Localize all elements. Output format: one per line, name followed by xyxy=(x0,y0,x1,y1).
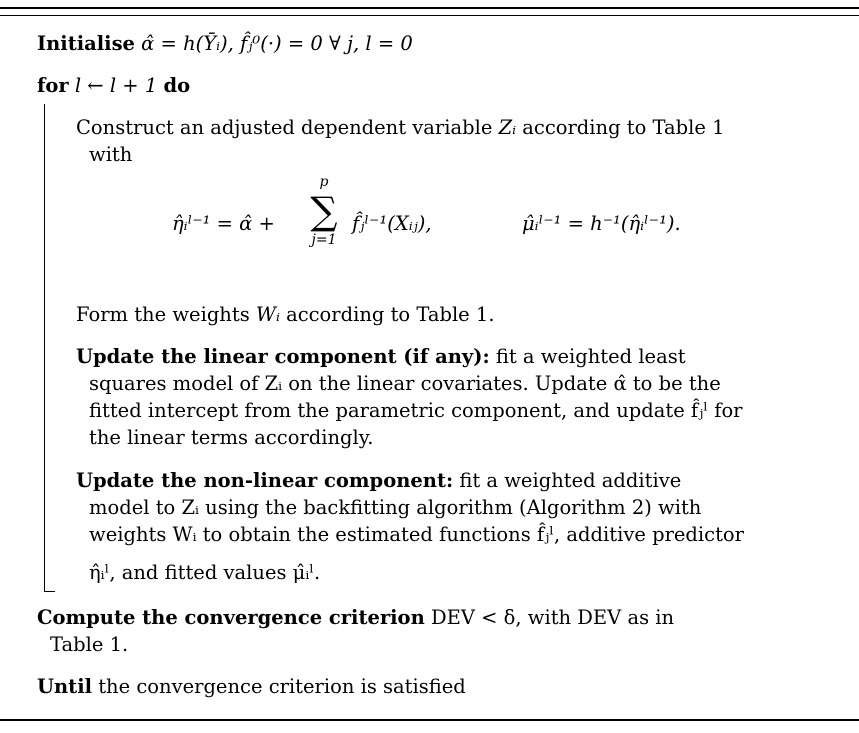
eq-lhs2: μ̂ᵢˡ⁻¹ = h⁻¹(η̂ᵢˡ⁻¹). xyxy=(522,212,681,235)
construct-line-2 xyxy=(89,142,132,168)
sigma-symbol: ∑ xyxy=(310,189,338,233)
until-keyword: Until xyxy=(37,675,93,698)
loop-condition: l ← l + 1 xyxy=(74,74,158,97)
linear-line-2: squares model of Zᵢ on the linear covariates. Update α̂ to be the xyxy=(89,372,721,395)
nonlinear-line-4: η̂ᵢˡ, and fitted values μ̂ᵢˡ. xyxy=(89,561,321,584)
top-rule-thin xyxy=(0,15,859,16)
weights-text-start: Form the weights xyxy=(76,303,250,326)
linear-title: Update the linear component (if any): xyxy=(76,345,490,368)
construct-line-1 xyxy=(76,115,725,141)
nonlinear-line-3: weights Wᵢ to obtain the estimated functions f̂ⱼˡ, additive predictor xyxy=(89,523,744,546)
init-line xyxy=(37,31,413,57)
init-formula: α̂ = h(Ȳᵢ), f̂ⱼ⁰(·) = 0 ∀ j, l = 0 xyxy=(141,32,413,55)
nonlinear-line-1 xyxy=(76,468,681,494)
weights-text-end: according to Table 1. xyxy=(286,303,495,326)
top-rule-thick xyxy=(0,7,859,9)
construct-text-end: according to Table 1 xyxy=(522,116,725,139)
convergence-line-2: Table 1. xyxy=(50,633,129,656)
construct-text-start: Construct an adjusted dependent variable xyxy=(76,116,493,139)
linear-line-3: fitted intercept from the parametric component, and update f̂ⱼˡ for xyxy=(89,399,743,422)
linear-rest: fit a weighted least xyxy=(495,345,686,368)
until-line xyxy=(37,674,466,700)
init-keyword: Initialise xyxy=(37,32,135,55)
sum-lower-limit: j=1 xyxy=(311,232,337,248)
linear-line-1 xyxy=(76,344,686,370)
construct-var: Zᵢ xyxy=(498,116,517,139)
linear-line-4: the linear terms accordingly. xyxy=(89,426,374,449)
for-line xyxy=(37,73,190,99)
convergence-title: Compute the convergence criterion xyxy=(37,606,425,629)
loop-body-bracket xyxy=(44,104,45,592)
eq-lhs1: η̂ᵢˡ⁻¹ = α̂ + xyxy=(172,212,275,235)
convergence-rest: DEV < δ, with DEV as in xyxy=(430,606,675,629)
until-text: the convergence criterion is satisfied xyxy=(98,675,466,698)
nonlinear-title: Update the non-linear component: xyxy=(76,469,454,492)
nonlinear-line-2: model to Zᵢ using the backfitting algorithm (Algorithm 2) with xyxy=(89,496,702,519)
loop-body-bracket-foot xyxy=(44,591,55,592)
nonlinear-rest: fit a weighted additive xyxy=(459,469,682,492)
construct-with: with xyxy=(89,143,133,166)
do-keyword: do xyxy=(163,74,191,97)
bottom-rule xyxy=(0,719,859,721)
eq-rhs1: f̂ⱼˡ⁻¹(Xᵢⱼ), xyxy=(352,212,432,235)
weights-var: Wᵢ xyxy=(255,303,280,326)
convergence-line-1 xyxy=(37,605,674,631)
sum-upper-limit: p xyxy=(319,174,329,190)
sum-operator xyxy=(300,174,348,248)
for-keyword: for xyxy=(37,74,69,97)
weights-line xyxy=(76,302,495,328)
